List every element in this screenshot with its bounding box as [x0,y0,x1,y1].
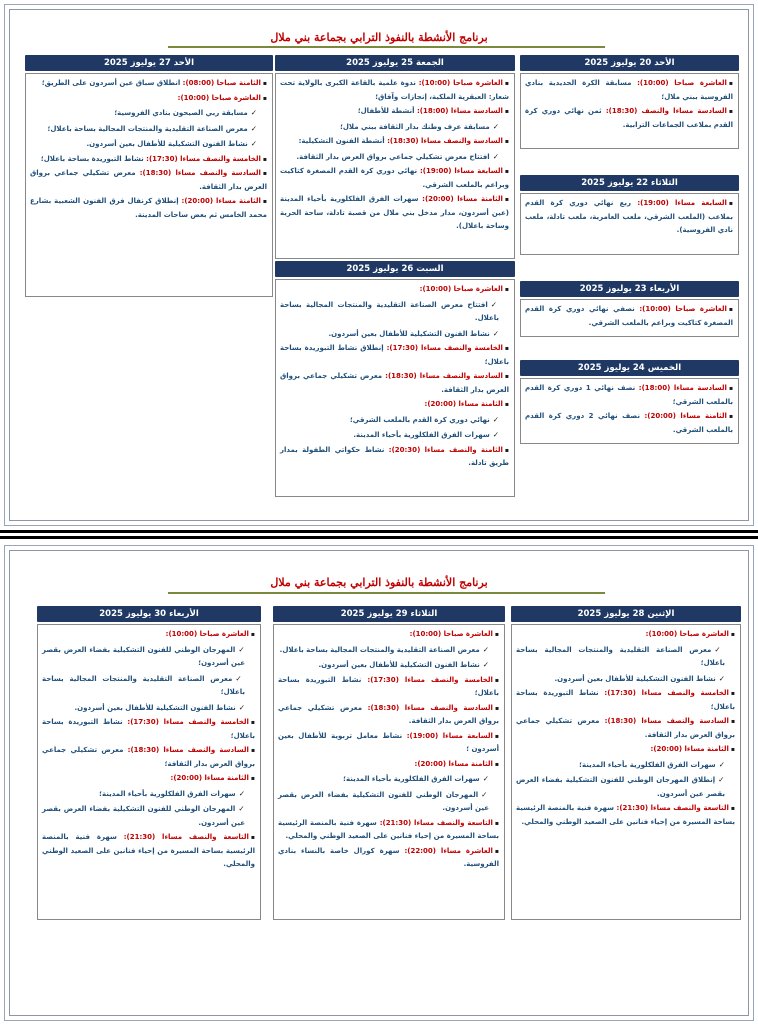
bullet-icon: ▪ [504,168,509,175]
event-text: نشاط التبوريدة بساحة باعلال؛ [42,718,255,740]
event-time: العاشرة صباحا (10:00): [418,79,503,87]
day-events [25,73,273,297]
activity-item [42,672,245,700]
title-underline [168,46,605,48]
day-header: الأربعاء 23 يوليوز 2025 [520,281,739,297]
event-time: العاشرة صباحا (10:00): [645,630,729,638]
activity-item [516,672,725,687]
activity-item [280,428,499,443]
event-item [278,845,499,872]
activity-text: نشاط الفنون التشكيلية للأطفال بعين أسردون. [86,140,248,148]
day-header: الأحد 27 يوليوز 2025 [25,55,273,71]
activity-item [280,298,499,326]
bullet-icon: ▪ [504,108,509,115]
event-item [280,370,509,397]
day-column [275,261,515,497]
activity-text: مسابقة عرف وطنك بدار الثقافة ببني ملال؛ [340,122,490,131]
activity-text: معرض الصناعة التقليدية والمنتجات المجالية بساحة باعلال؛ [47,124,248,133]
event-time: الخامسة والنصف مساءا (17:30): [604,689,729,697]
event-text: سهرة فنية بالمنصة الرئيسية بساحة المسيرة من إحياء فنانين على الصعيد الوطني والمحلي. [516,804,735,826]
activity-item [278,788,489,816]
activity-item [30,137,257,152]
event-time: السادسة مساءا (18:00): [416,107,503,115]
event-item [525,303,733,330]
event-item [42,831,255,872]
event-item [280,283,509,297]
bullet-icon: ▪ [250,775,255,782]
page-separator-bottom [0,536,758,539]
event-time: الثامنة والنصف مساءا (20:30): [388,445,503,454]
event-time: العاشرة صباحا (10:00): [637,79,727,87]
activity-item [30,122,257,137]
event-text: نشاط حكواتي الطفولة بمدار طريق تادلة. [280,445,509,467]
day-column [520,175,739,255]
event-time: السادسة والنصف مساءا (18:30): [385,372,503,380]
activity-item [280,120,499,135]
activity-item [42,787,245,802]
bullet-icon: ▪ [504,196,509,203]
event-time: التاسعة والنصف مساءا (21:30): [379,818,493,827]
title-underline [168,592,605,594]
event-text: نهائي دوري كرة القدم المصغرة كتاكيت وبراعم بالملعب الشرقي. [280,167,509,189]
event-time: الخامسة والنصف مساءا (17:30): [146,154,261,163]
program-page-1 [4,4,754,526]
day-column [275,55,515,259]
bullet-icon: ▪ [494,631,499,638]
day-events [511,624,741,920]
day-header: الثلاثاء 22 يوليوز 2025 [520,175,739,191]
event-item [525,382,733,409]
event-time: الثامنة مساءا (20:00): [414,759,493,768]
event-item [516,743,735,757]
checkmark-icon: ✓ [490,299,499,309]
bullet-icon: ▪ [494,819,499,827]
event-time: العاشرة صباحا (10:00): [409,630,493,638]
checkmark-icon: ✓ [492,430,499,439]
day-header: الجمعة 25 يوليوز 2025 [275,55,515,71]
activity-text: نشاط الفنون التشكيلية للأطفال بعين أسردون. [328,329,490,338]
event-text: نصف نهائي 2 دوري كرة القدم بالملعب الشرقي. [525,412,733,434]
event-time: السابعة مساءا (19:00): [637,199,727,207]
event-text: إنطلاق نشاط التبوريدة بساحة باعلال؛ [280,344,509,366]
day-column [273,606,505,920]
event-text: معرض تشكيلي جماعي برواق العرض بدار الثقافة. [516,717,735,739]
day-events [273,624,505,920]
activity-item [280,327,499,342]
day-events [275,73,515,259]
event-item [525,105,733,132]
bullet-icon: ▪ [730,631,735,638]
checkmark-icon: ✓ [492,121,499,131]
bullet-icon: ▪ [728,80,733,87]
event-text: نشاط التبوريدة بساحة باعلال؛ [278,675,499,697]
activity-text: نشاط الفنون التشكيلية للأطفال بعين أسردون. [318,661,480,669]
day-events [275,279,515,497]
activity-item [280,413,499,428]
event-item [30,167,267,194]
bullet-icon: ▪ [494,676,499,684]
bullet-icon: ▪ [728,413,734,420]
event-item [516,715,735,742]
activity-item [280,150,499,165]
event-time: الثامنة صباحا (08:00): [182,79,261,87]
event-item [30,77,267,91]
activity-text: افتتاح معرض الصناعة التقليدية والمنتجات المجالية بساحة باعلال. [280,300,499,322]
activity-item [278,643,489,658]
event-item [30,195,267,222]
bullet-icon: ▪ [730,718,736,725]
day-events [520,193,739,255]
activity-text: المهرجان الوطني للفنون التشكيلية بفضاء العرض بقصر عين أسردون؛ [42,645,245,667]
event-time: العاشرة صباحا (10:00): [165,630,249,638]
event-item [42,744,255,771]
day-events [520,73,739,149]
event-item [280,77,509,104]
checkmark-icon: ✓ [718,673,725,683]
bullet-icon: ▪ [730,690,735,697]
checkmark-icon: ✓ [481,789,489,799]
activity-item [516,758,725,773]
program-page-2 [4,545,754,1021]
bullet-icon: ▪ [494,732,499,740]
event-text: نشاط التبوريدة بساحة باعلال؛ [40,154,147,163]
bullet-icon: ▪ [262,80,267,87]
event-item [278,674,499,701]
bullet-icon: ▪ [494,704,500,712]
event-item [42,628,255,642]
event-item [280,105,509,119]
bullet-icon: ▪ [504,401,509,408]
event-text: معرض تشكيلي جماعي برواق العرض بدار الثقافة؛ [42,746,255,768]
event-item [280,165,509,192]
event-item [30,153,267,167]
day-column [520,360,739,444]
event-time: التاسعة والنصف مساءا (21:30): [123,833,249,841]
bullet-icon: ▪ [728,108,733,115]
event-time: الثامنة مساءا (20:00): [650,745,729,753]
activity-text: مسابقة ربي الصيحون بنادي الفروسية؛ [114,109,248,117]
event-item [42,716,255,743]
activity-item [278,772,489,787]
event-time: الثامنة مساءا (20:00): [170,774,249,782]
event-time: الخامسة والنصف مساءا (17:30): [367,675,493,684]
day-header: الخميس 24 يوليوز 2025 [520,360,739,376]
event-time: السادسة والنصف مساءا (18:30): [139,169,261,177]
activity-text: معرض الصناعة التقليدية والمنتجات المجالية بساحة باعلال؛ [42,674,245,696]
bullet-icon: ▪ [728,200,733,207]
activity-text: المهرجان الوطني للفنون التشكيلية بفضاء العرض بقصر عين أسردون. [42,805,245,827]
bullet-icon: ▪ [250,631,255,638]
bullet-icon: ▪ [504,345,509,352]
event-text: أنشطة للأطفال؛ [357,107,417,115]
day-header: الأحد 20 يوليوز 2025 [520,55,739,71]
checkmark-icon: ✓ [250,139,257,148]
event-time: السابعة مساءا (19:00): [419,167,503,175]
activity-text: سهرات الفرق الفلكلورية بأحياء المدينة؛ [579,760,716,769]
event-item [525,410,733,437]
activity-item [42,643,245,671]
checkmark-icon: ✓ [235,673,245,683]
checkmark-icon: ✓ [238,788,245,798]
event-time: العاشرة مساءا (22:00): [404,846,493,855]
event-item [30,92,267,106]
event-text: سهرات الفرق الفلكلورية بأحياء المدينة (عين أسردون، مدار مدخل بني ملال من قصبة تادلة، ساحة الحرية وساحة باعلال). [280,195,509,230]
checkmark-icon: ✓ [714,644,725,654]
event-item [280,193,509,234]
event-text: معرض تشكيلي جماعي برواق العرض بدار الثقافة. [278,703,499,725]
event-time: السابعة مساءا (19:00): [406,731,493,740]
checkmark-icon: ✓ [492,414,499,424]
event-time: العاشرة صباحا (10:00): [177,93,261,102]
activity-text: سهرات الفرق الفلكلورية بأحياء المدينة؛ [343,775,480,783]
bullet-icon: ▪ [504,446,509,454]
bullet-icon: ▪ [728,385,734,392]
event-item [525,197,733,238]
event-item [280,444,509,471]
day-events [37,624,261,920]
bullet-icon: ▪ [262,155,267,163]
event-item [278,817,499,844]
event-item [278,758,499,772]
checkmark-icon: ✓ [238,644,245,654]
event-text: ندوة علمية بالقاعة الكبرى بالولاية تحت شعار: العبقرية الملكية، إنجازات وآفاق؛ [280,79,509,101]
checkmark-icon: ✓ [492,151,499,161]
event-text: نصفي نهائي دوري كرة القدم المصغرة كتاكيت وبراعم بالملعب الشرقي. [525,305,733,327]
event-text: سهرة فنية بالمنصة الرئيسية بساحة المسيرة من إحياء فنانين على الصعيد الوطني والمحلي. [278,818,499,840]
bullet-icon: ▪ [504,138,509,145]
day-column [37,606,261,920]
bullet-icon: ▪ [504,80,509,87]
activity-text: المهرجان الوطني للفنون التشكيلية بفضاء العرض بقصر عين أسردون. [278,790,489,812]
event-text: نشاط معامل تربوية للأطفال بعين أسردون ؛ [278,731,499,753]
day-column [25,55,273,297]
activity-item [42,802,245,830]
activity-text: سهرات الفرق الفلكلورية بأحياء المدينة. [353,431,490,439]
checkmark-icon: ✓ [238,702,245,712]
event-item [516,628,735,642]
bullet-icon: ▪ [728,306,733,313]
checkmark-icon: ✓ [250,123,257,133]
event-time: الخامسة والنصف مساءا (17:30): [386,344,503,352]
event-time: السادسة والنصف مساءا (18:30): [127,746,249,754]
bullet-icon: ▪ [730,746,735,753]
event-text: أنشطة الفنون التشكيلية: [298,137,388,145]
event-time: السادسة والنصف مساءا (18:30): [604,717,729,725]
day-header: الأربعاء 30 يوليوز 2025 [37,606,261,622]
activity-text: نشاط الفنون التشكيلية للأطفال بعين أسردون. [554,674,716,683]
event-text: مسابقة الكرة الحديدية بنادي الفروسية ببني ملال؛ [525,79,733,101]
activity-text: افتتاح معرض تشكيلي جماعي برواق العرض بدار الثقافة. [296,152,490,161]
activity-item [30,106,257,121]
day-events [520,299,739,337]
bullet-icon: ▪ [730,805,735,812]
bullet-icon: ▪ [494,847,499,855]
day-events [520,378,739,444]
bullet-icon: ▪ [504,286,509,293]
event-item [516,687,735,714]
day-column [511,606,741,920]
event-item [278,628,499,642]
activity-text: إنطلاق المهرجان الوطني للفنون التشكيلية بفضاء العرض بقصر عين أسردون. [516,776,725,798]
event-text: ثمن نهائي دوري كرة القدم بملاعب الجماعات الترابية. [525,107,733,129]
day-column [520,281,739,337]
day-header: الثلاثاء 29 يوليوز 2025 [273,606,505,622]
event-text: معرض تشكيلي جماعي برواق العرض بدار الثقافة. [280,372,509,394]
activity-text: سهرات الفرق الفلكلورية بأحياء المدينة؛ [99,789,236,798]
activity-text: نهائي دوري كرة القدم بالملعب الشرقي؛ [349,415,490,424]
event-item [278,702,499,729]
event-time: السادسة والنصف مساءا (18:30): [367,703,493,712]
activity-text: معرض الصناعة التقليدية والمنتجات المجالية بساحة باعلال؛ [516,645,725,667]
event-item [516,802,735,829]
day-header: الإثنين 28 يوليوز 2025 [511,606,741,622]
bullet-icon: ▪ [262,170,267,177]
day-column [520,55,739,149]
event-item [42,772,255,786]
checkmark-icon: ✓ [238,804,245,813]
event-text: سهرة كورال خاصة بالنساء بنادي الفروسية. [278,846,499,868]
bullet-icon: ▪ [262,94,267,102]
checkmark-icon: ✓ [482,644,489,654]
event-text: نشاط التبوريدة بساحة باعلال؛ [516,689,735,711]
event-time: الثامنة مساءا (20:00): [181,197,261,205]
event-time: العاشرة صباحا (10:00): [639,305,727,313]
event-time: السادسة مساءا (18:00): [638,384,727,392]
activity-text: معرض الصناعة التقليدية والمنتجات المجالية بساحة باعلال. [279,645,480,654]
page-title: برنامج الأنشطة بالنفوذ الترابي بجماعة بني ملال [270,31,488,44]
bullet-icon: ▪ [504,373,509,380]
event-text: انطلاق سباق عين أسردون على الطريق؛ [41,79,183,87]
checkmark-icon: ✓ [718,759,725,769]
event-time: السادسة مساءا والنصف (18:30): [605,107,727,115]
event-time: التاسعة والنصف مساءا (21:30): [616,804,729,812]
event-text: ربع نهائي دوري كرة القدم بملاعب (الملعب الشرقي، ملعب العامرية، ملعب تادلة، ملعب نادي الفروسية). [525,199,733,234]
event-item [278,730,499,757]
event-time: السادسة والنصف مساءا (18:30): [387,137,503,145]
bullet-icon: ▪ [250,719,255,726]
bullet-icon: ▪ [250,834,255,841]
activity-item [42,701,245,716]
page-separator-top [0,530,758,533]
event-text: نصف نهائي 1 دوري كرة القدم بالملعب الشرقي؛ [525,384,733,406]
checkmark-icon: ✓ [492,328,499,338]
day-header: السبت 26 يوليوز 2025 [275,261,515,277]
checkmark-icon: ✓ [250,108,257,117]
activity-item [516,643,725,671]
event-time: الثامنة مساءا (20:00): [422,195,503,203]
event-time: الخامسة والنصف مساءا (17:30): [127,718,249,726]
checkmark-icon: ✓ [718,775,725,784]
event-text: سهرة فنية بالمنصة الرئيسية بساحة المسيرة من إحياء فنانين على الصعيد الوطني والمحلي. [42,833,255,868]
page-title: برنامج الأنشطة بالنفوذ الترابي بجماعة بني ملال [270,576,488,589]
event-item [280,135,509,149]
checkmark-icon: ✓ [482,774,489,783]
event-text: معرض تشكيلي جماعي برواق العرض بدار الثقافة. [30,169,267,191]
activity-item [516,773,725,801]
bullet-icon: ▪ [262,198,267,205]
bullet-icon: ▪ [494,760,499,768]
activity-item [278,658,489,673]
activity-text: نشاط الفنون التشكيلية للأطفال بعين أسردون. [74,703,236,712]
event-item [280,342,509,369]
bullet-icon: ▪ [250,747,256,754]
event-item [525,77,733,104]
event-time: الثامنة مساءا (20:00): [644,412,727,420]
event-text: إنطلاق كرنفال فرق الفنون الشعبية بشارع محمد الخامس ثم بعض ساحات المدينة. [30,197,267,219]
checkmark-icon: ✓ [482,660,489,669]
event-time: العاشرة صباحا (10:00): [419,285,503,293]
event-item [280,398,509,412]
event-time: الثامنة مساءا (20:00): [424,400,503,408]
